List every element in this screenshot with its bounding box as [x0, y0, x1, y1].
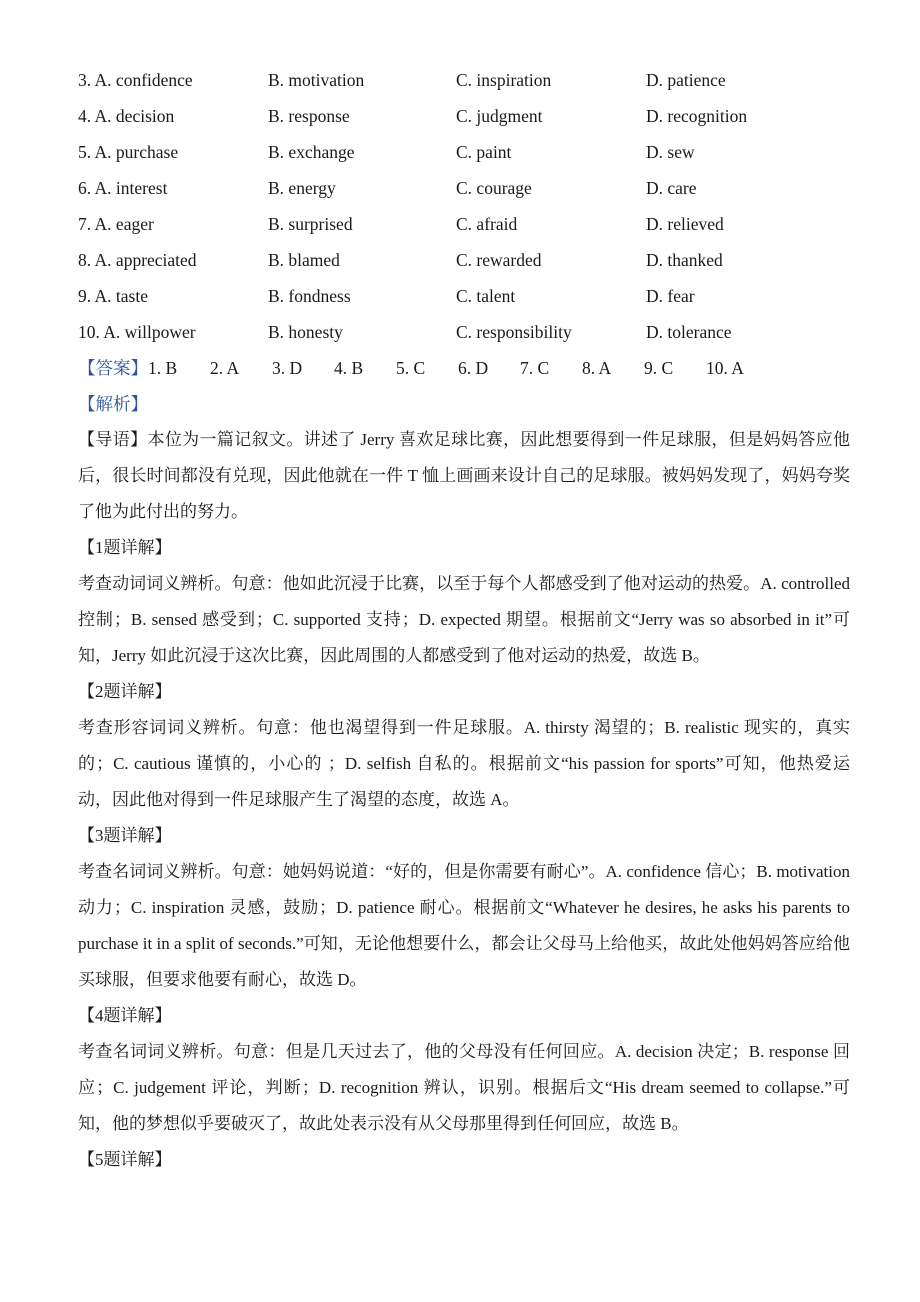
option-c[interactable]: C. judgment — [456, 106, 543, 126]
option-b[interactable]: B. energy — [268, 178, 336, 198]
answer-label: 【答案】 — [78, 358, 148, 378]
answer-item: 5. C — [396, 358, 426, 378]
option-row — [78, 62, 850, 98]
option-b[interactable]: B. honesty — [268, 322, 343, 342]
answer-item: 4. B — [334, 358, 364, 378]
option-row — [78, 98, 850, 134]
option-row — [78, 134, 850, 170]
answer-item: 8. A — [582, 358, 612, 378]
intro-tag: 【导语】 — [78, 430, 148, 449]
option-a[interactable]: 3. A. confidence — [78, 70, 193, 90]
option-row — [78, 314, 850, 350]
option-row — [78, 206, 850, 242]
intro-paragraph — [78, 422, 850, 530]
option-row — [78, 278, 850, 314]
option-a[interactable]: 4. A. decision — [78, 106, 175, 126]
option-b[interactable]: B. motivation — [268, 70, 365, 90]
option-a[interactable]: 9. A. taste — [78, 286, 148, 306]
answer-item: 7. C — [520, 358, 550, 378]
explanation-heading-4: 【4题详解】 — [78, 1006, 172, 1025]
answer-key-line — [78, 350, 850, 386]
option-c[interactable]: C. courage — [456, 178, 532, 198]
page-content — [78, 62, 850, 1178]
intro-text: 本位为一篇记叙文。讲述了 Jerry 喜欢足球比赛，因此想要得到一件足球服，但是妈妈答应他后，很长时间都没有兑现，因此他就在一件 T 恤上画画来设计自己的足球服。被妈妈发现了，妈妈夸奖了他为此付出的努力。 — [78, 430, 851, 521]
explanation-heading-2: 【2题详解】 — [78, 682, 172, 701]
answer-item: 6. D — [458, 358, 489, 378]
explanation-body-1: 考查动词词义辨析。句意：他如此沉浸于比赛，以至于每个人都感受到了他对运动的热爱。A. controlled 控制；B. sensed 感受到；C. supported 支持；D. expected 期望。根据前文“Jerry was so absorbed in it”可知，Jerry 如此沉浸于这次比赛，因此周围的人都感受到了他对运动的热爱，故选 B。 — [78, 574, 850, 665]
answer-item: 1. B — [148, 358, 178, 378]
option-d[interactable]: D. tolerance — [646, 322, 732, 342]
answer-item: 2. A — [210, 358, 240, 378]
option-a[interactable]: 5. A. purchase — [78, 142, 179, 162]
option-a[interactable]: 8. A. appreciated — [78, 250, 197, 270]
explanation-body-2: 考查形容词词义辨析。句意：他也渴望得到一件足球服。A. thirsty 渴望的；B. realistic 现实的，真实的；C. cautious 谨慎的，小心的 ；D. selfish 自私的。根据前文“his passion for sports”可知，他热爱运动，因此他对得到一件足球服产生了渴望的态度，故选 A。 — [78, 718, 850, 809]
answer-item: 10. A — [706, 358, 744, 378]
option-b[interactable]: B. response — [268, 106, 350, 126]
explanation-body-3: 考查名词词义辨析。句意：她妈妈说道：“好的，但是你需要有耐心”。A. confidence 信心；B. motivation 动力；C. inspiration 灵感，鼓励；D. patience 耐心。根据前文“Whatever he desires, he asks his parents to purchase it in a split of seconds.”可知，无论他想要什么，都会让父母马上给他买，故此处他妈妈答应给他买球服，但要求他要有耐心，故选 D。 — [78, 862, 850, 989]
option-c[interactable]: C. inspiration — [456, 70, 552, 90]
option-c[interactable]: C. rewarded — [456, 250, 542, 270]
option-d[interactable]: D. relieved — [646, 214, 724, 234]
option-c[interactable]: C. afraid — [456, 214, 518, 234]
answer-item: 3. D — [272, 358, 303, 378]
option-d[interactable]: D. patience — [646, 70, 726, 90]
option-c[interactable]: C. talent — [456, 286, 516, 306]
option-row — [78, 242, 850, 278]
option-a[interactable]: 6. A. interest — [78, 178, 168, 198]
option-c[interactable]: C. paint — [456, 142, 512, 162]
option-d[interactable]: D. fear — [646, 286, 695, 306]
answer-item: 9. C — [644, 358, 674, 378]
explanation-heading-3: 【3题详解】 — [78, 826, 172, 845]
option-a[interactable]: 10. A. willpower — [78, 322, 196, 342]
option-a[interactable]: 7. A. eager — [78, 214, 154, 234]
explanation-heading-1: 【1题详解】 — [78, 538, 172, 557]
explanation-heading-5: 【5题详解】 — [78, 1150, 172, 1169]
option-d[interactable]: D. recognition — [646, 106, 748, 126]
option-b[interactable]: B. exchange — [268, 142, 355, 162]
explanation-body-4: 考查名词词义辨析。句意：但是几天过去了，他的父母没有任何回应。A. decision 决定；B. response 回应；C. judgement 评论，判断；D. recognition 辨认，识别。根据后文“His dream seemed to collapse.”可知，他的梦想似乎要破灭了，故此处表示没有从父母那里得到任何回应，故选 B。 — [78, 1042, 850, 1133]
option-b[interactable]: B. fondness — [268, 286, 351, 306]
option-d[interactable]: D. care — [646, 178, 697, 198]
option-d[interactable]: D. sew — [646, 142, 695, 162]
option-b[interactable]: B. blamed — [268, 250, 340, 270]
analysis-label: 【解析】 — [78, 394, 148, 414]
option-c[interactable]: C. responsibility — [456, 322, 572, 342]
option-b[interactable]: B. surprised — [268, 214, 353, 234]
option-row — [78, 170, 850, 206]
option-d[interactable]: D. thanked — [646, 250, 723, 270]
